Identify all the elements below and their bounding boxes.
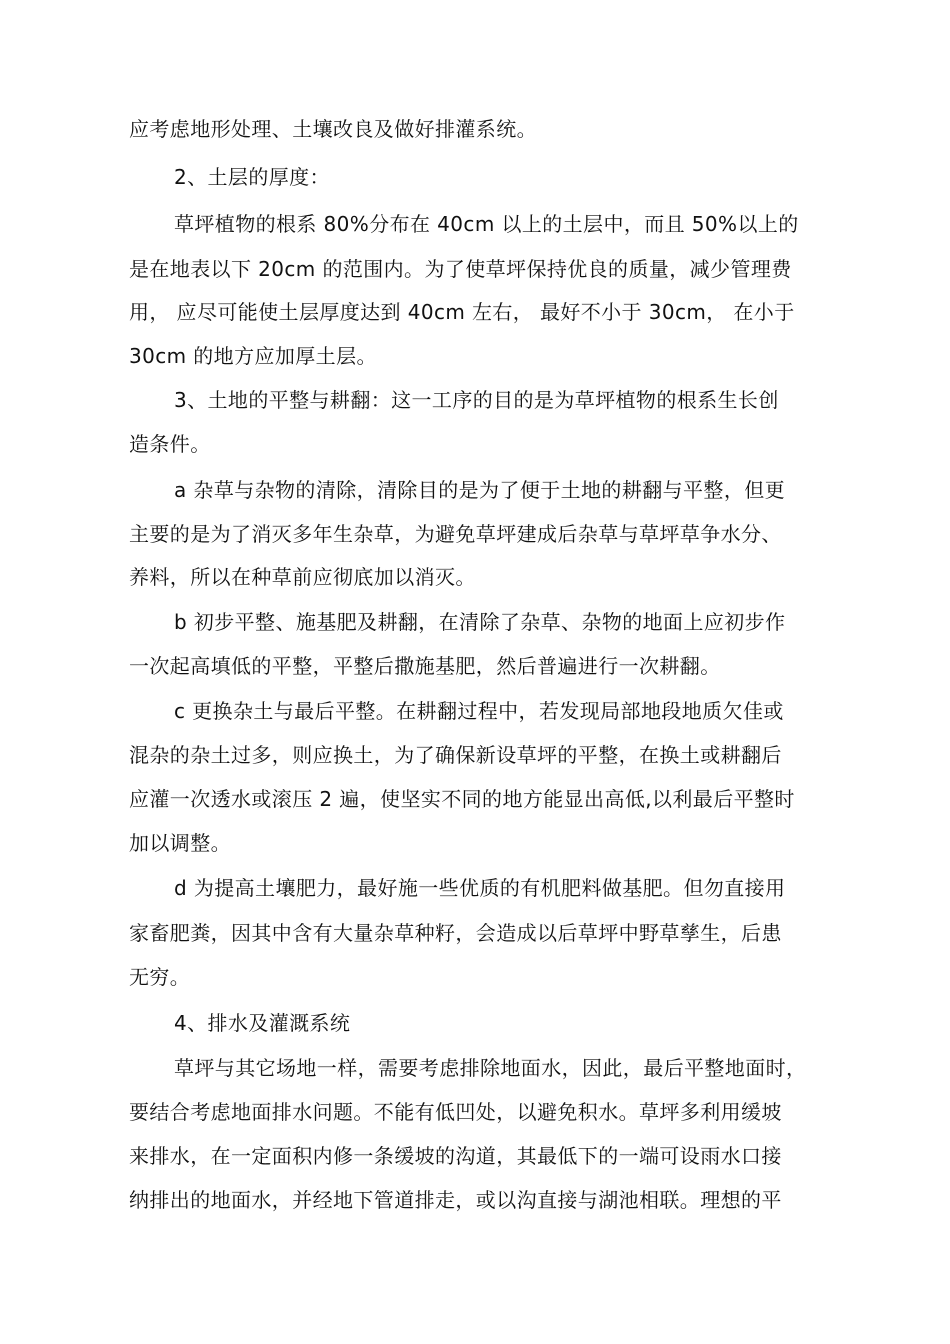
text-line: 混杂的杂土过多，则应换土，为了确保新设草坪的平整，在换土或耕翻后: [129, 743, 782, 767]
text-line: 30cm 的地方应加厚土层。: [129, 344, 377, 368]
section-heading: 4、排水及灌溉系统: [174, 1011, 351, 1035]
text-line: c 更换杂土与最后平整。在耕翻过程中，若发现局部地段地质欠佳或: [174, 699, 784, 723]
text-line: 草坪与其它场地一样，需要考虑排除地面水，因此，最后平整地面时，: [174, 1056, 807, 1080]
text-line: d 为提高土壤肥力，最好施一些优质的有机肥料做基肥。但勿直接用: [174, 876, 786, 900]
text-line: 无穷。: [129, 965, 191, 989]
text-line: 一次起高填低的平整，平整后撒施基肥，然后普遍进行一次耕翻。: [129, 654, 721, 678]
text-line: b 初步平整、施基肥及耕翻，在清除了杂草、杂物的地面上应初步作: [174, 610, 786, 634]
text-line: a 杂草与杂物的清除，清除目的是为了便于土地的耕翻与平整，但更: [174, 478, 786, 502]
text-line: 应灌一次透水或滚压 2 遍，使坚实不同的地方能显出高低,以利最后平整时: [129, 787, 795, 811]
text-line: 主要的是为了消灭多年生杂草，为避免草坪建成后杂草与草坪草争水分、: [129, 522, 782, 546]
text-line: 纳排出的地面水，并经地下管道排走，或以沟直接与湖池相联。理想的平: [129, 1188, 782, 1212]
section-heading: 3、土地的平整与耕翻：这一工序的目的是为草坪植物的根系生长创: [174, 388, 779, 412]
text-line: 草坪植物的根系 80%分布在 40cm 以上的土层中，而且 50%以上的: [174, 212, 799, 236]
text-line: 来排水，在一定面积内修一条缓坡的沟道，其最低下的一端可设雨水口接: [129, 1144, 782, 1168]
text-line: 应考虑地形处理、土壤改良及做好排灌系统。: [129, 117, 537, 141]
text-line: 家畜肥粪，因其中含有大量杂草种籽，会造成以后草坪中野草孳生，后患: [129, 921, 782, 945]
text-line: 造条件。: [129, 432, 211, 456]
text-line: 是在地表以下 20cm 的范围内。为了使草坪保持优良的质量，减少管理费: [129, 257, 792, 281]
text-line: 养料，所以在种草前应彻底加以消灭。: [129, 565, 476, 589]
text-line: 要结合考虑地面排水问题。不能有低凹处，以避免积水。草坪多利用缓坡: [129, 1100, 782, 1124]
text-line: 加以调整。: [129, 831, 231, 855]
section-heading: 2、土层的厚度：: [174, 165, 330, 189]
text-line: 用， 应尽可能使土层厚度达到 40cm 左右， 最好不小于 30cm， 在小于: [129, 300, 795, 324]
